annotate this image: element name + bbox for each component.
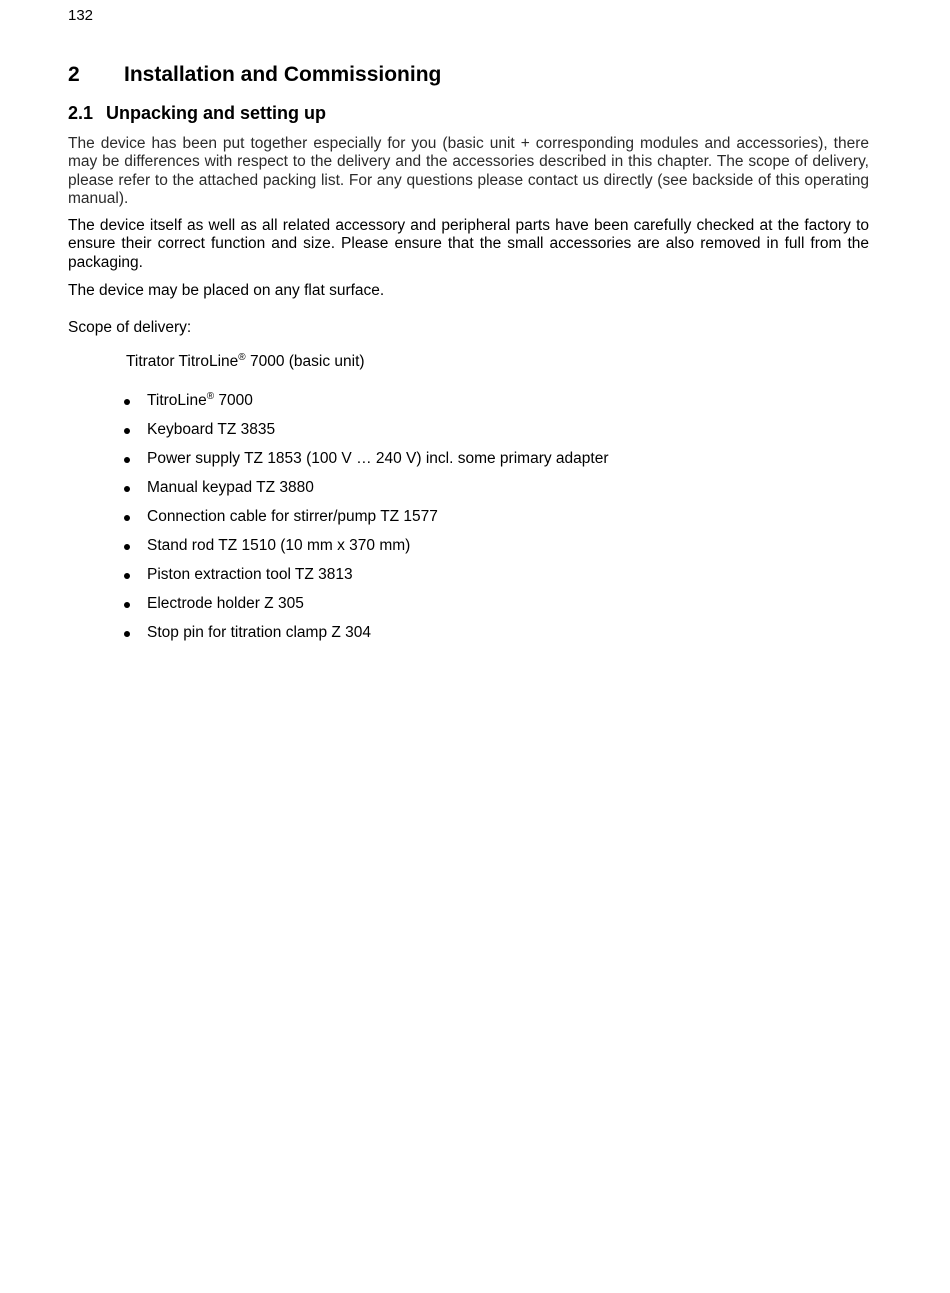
bullet-icon	[124, 544, 130, 550]
basic-unit-text: Titrator TitroLine	[126, 353, 239, 370]
bullet-icon	[124, 399, 130, 405]
bullet-icon	[124, 428, 130, 434]
page-number: 132	[68, 7, 94, 24]
list-item-text	[147, 391, 253, 411]
list-item-text: Piston extraction tool TZ 3813	[147, 566, 353, 583]
inspection-paragraph: The device itself as well as all related accessory and peripheral parts have been carefully checked at the factory to ensure their correct function and size. Please ensure that the small accessories are also removed in full from the packaging.	[68, 217, 869, 271]
chapter-heading	[68, 62, 441, 88]
section-heading	[68, 102, 326, 124]
bullet-icon	[124, 573, 130, 579]
bullet-icon	[124, 486, 130, 492]
intro-paragraph: The device has been put together especially for you (basic unit + corresponding modules and accessories), there may be differences with respect to the delivery and the accessories described in this chapter. The scope of delivery, please refer to the attached packing list. For any questions please contact us directly (see backside of this operating manual).	[68, 135, 869, 207]
list-item-text: Power supply TZ 1853 (100 V … 240 V) incl. some primary adapter	[147, 450, 609, 467]
scope-of-delivery-label: Scope of delivery:	[68, 319, 192, 336]
section-number: 2.1	[68, 103, 94, 123]
registered-mark: ®	[206, 391, 215, 402]
list-item-text: Stand rod TZ 1510 (10 mm x 370 mm)	[147, 537, 411, 554]
basic-unit-suffix: 7000 (basic unit)	[245, 353, 365, 370]
list-item-text: Connection cable for stirrer/pump TZ 1577	[147, 508, 438, 525]
registered-mark: ®	[238, 352, 246, 363]
placement-paragraph: The device may be placed on any flat surface.	[68, 282, 385, 299]
bullet-icon	[124, 602, 130, 608]
basic-unit-line	[126, 352, 365, 372]
list-item-text: Keyboard TZ 3835	[147, 421, 276, 438]
list-item-text: Manual keypad TZ 3880	[147, 479, 314, 496]
bullet-icon	[124, 515, 130, 521]
list-item-text: Electrode holder Z 305	[147, 595, 304, 612]
chapter-title: Installation and Commissioning	[124, 63, 442, 86]
list-item-text: Stop pin for titration clamp Z 304	[147, 624, 372, 641]
chapter-number: 2	[68, 63, 80, 86]
section-title: Unpacking and setting up	[106, 103, 327, 123]
bullet-icon	[124, 631, 130, 637]
item-suffix: 7000	[214, 392, 253, 409]
bullet-icon	[124, 457, 130, 463]
item-label: TitroLine	[147, 392, 207, 409]
